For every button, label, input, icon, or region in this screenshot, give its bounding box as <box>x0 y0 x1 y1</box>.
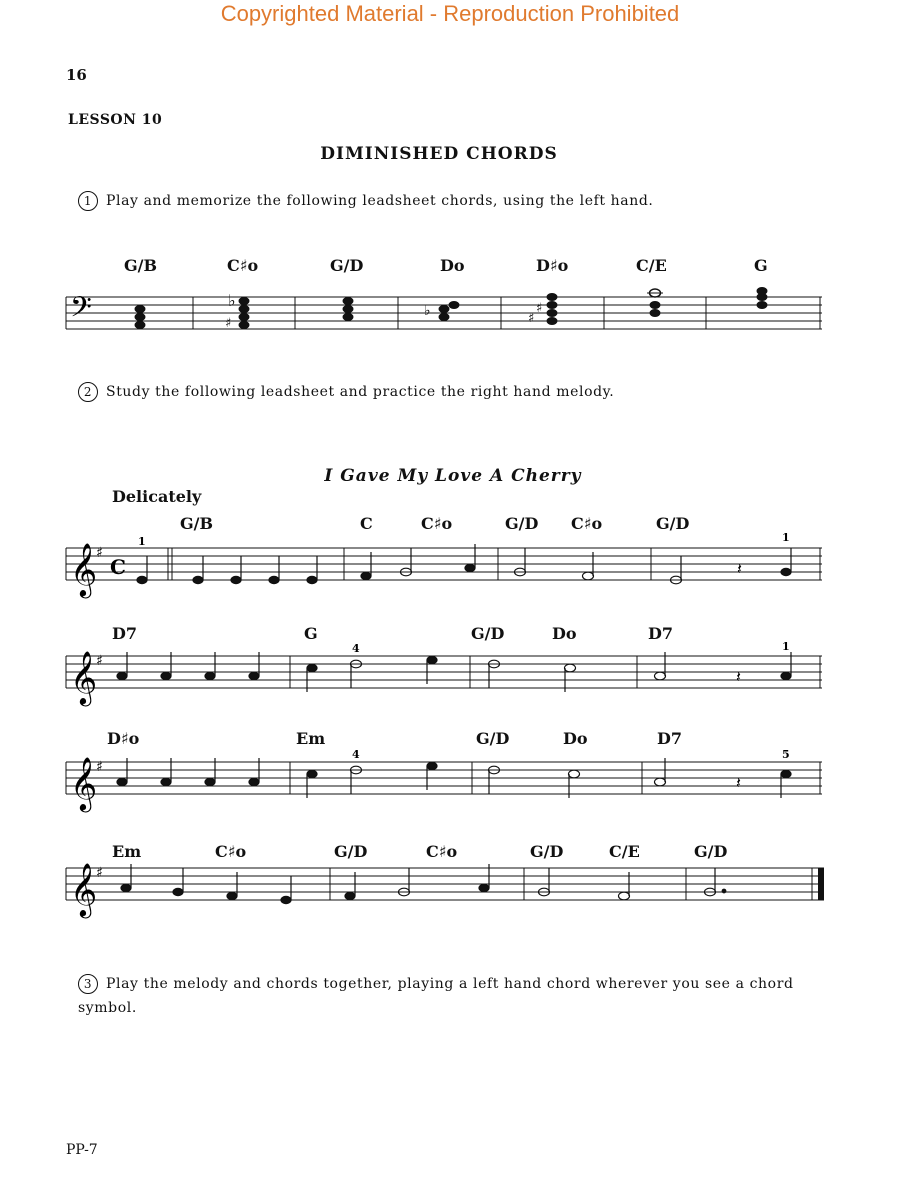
bass-clef-icon: 𝄢 <box>70 291 92 331</box>
chord-symbol: G/D <box>334 842 368 861</box>
chord-symbol: Do <box>552 624 577 643</box>
chord-symbol: G/D <box>694 842 728 861</box>
treble-staff-3 <box>66 762 822 794</box>
svg-text:♯: ♯ <box>96 865 103 881</box>
svg-text:♯: ♯ <box>96 653 103 669</box>
chord-symbol: C♯o <box>571 514 603 533</box>
chord-symbol: G/B <box>180 514 214 533</box>
chord-symbol: C♯o <box>227 256 259 275</box>
chord-symbol: G/D <box>471 624 505 643</box>
fingering: 1 <box>138 535 146 548</box>
chord-symbol: G/D <box>476 729 510 748</box>
chord-symbol: G <box>754 256 768 275</box>
chord-symbol: C/E <box>609 842 640 861</box>
svg-text:C: C <box>110 555 126 579</box>
chord-symbol: Do <box>440 256 465 275</box>
tempo-marking: Delicately <box>112 487 202 506</box>
chord-symbol: C/E <box>636 256 667 275</box>
fingering: 4 <box>352 748 360 761</box>
svg-text:♯: ♯ <box>96 759 103 775</box>
rest-icon: 𝄽 <box>736 667 741 686</box>
svg-text:♭: ♭ <box>228 291 236 310</box>
chord-symbol: C♯o <box>215 842 247 861</box>
song-title: I Gave My Love A Cherry <box>324 466 582 486</box>
chord-symbol: D7 <box>657 729 683 748</box>
chord-symbol: G/D <box>330 256 364 275</box>
instruction-text: Play and memorize the following leadsheet chords, using the left hand. <box>106 193 654 209</box>
chord-symbol: Em <box>112 842 142 861</box>
svg-text:♯: ♯ <box>536 301 543 316</box>
treble-clef-icon: 𝄞 <box>70 542 98 596</box>
fingering: 4 <box>352 642 360 655</box>
svg-text:♭: ♭ <box>424 303 431 319</box>
chord-symbol: D♯o <box>536 256 569 275</box>
lesson-label: LESSON 10 <box>68 112 163 128</box>
instruction-text: Study the following leadsheet and practice the right hand melody. <box>106 384 615 400</box>
chord-symbol: D♯o <box>107 729 140 748</box>
svg-text:♯: ♯ <box>96 545 103 561</box>
svg-text:♯: ♯ <box>528 311 535 326</box>
fingering: 1 <box>782 531 790 544</box>
svg-text:♯: ♯ <box>225 316 232 331</box>
chord-symbol: Em <box>296 729 326 748</box>
chord-symbol: Do <box>563 729 588 748</box>
chord-symbol: D7 <box>112 624 138 643</box>
fingering: 5 <box>782 748 790 761</box>
treble-clef-icon: 𝄞 <box>70 650 98 704</box>
treble-staff-2 <box>66 656 822 688</box>
treble-staff-1 <box>66 548 822 580</box>
chord-notes <box>135 287 768 331</box>
chord-symbol: C♯o <box>421 514 453 533</box>
fingering: 1 <box>782 640 790 653</box>
watermark: Copyrighted Material - Reproduction Prohibited <box>220 1 680 26</box>
treble-clef-icon: 𝄞 <box>70 862 98 916</box>
instruction-text: Play the melody and chords together, playing a left hand chord wherever you see a chord symbol. <box>78 976 794 1016</box>
chord-symbol: G/D <box>656 514 690 533</box>
chord-symbol: G/D <box>505 514 539 533</box>
step-number: 3 <box>78 974 98 994</box>
rest-icon: 𝄽 <box>736 773 741 792</box>
chord-symbol: C <box>360 514 373 533</box>
chord-symbol: G/B <box>124 256 158 275</box>
step-number: 1 <box>78 191 98 211</box>
page-number: 16 <box>66 66 87 84</box>
treble-clef-icon: 𝄞 <box>70 756 98 810</box>
footer-code: PP-7 <box>66 1142 98 1158</box>
chord-symbol: G/D <box>530 842 564 861</box>
chord-symbol: C♯o <box>426 842 458 861</box>
page-title: DIMINISHED CHORDS <box>320 144 558 164</box>
final-barline <box>818 868 824 900</box>
step-number: 2 <box>78 382 98 402</box>
rest-icon: 𝄽 <box>737 559 742 578</box>
chord-symbol: D7 <box>648 624 674 643</box>
chord-symbol: G <box>304 624 318 643</box>
